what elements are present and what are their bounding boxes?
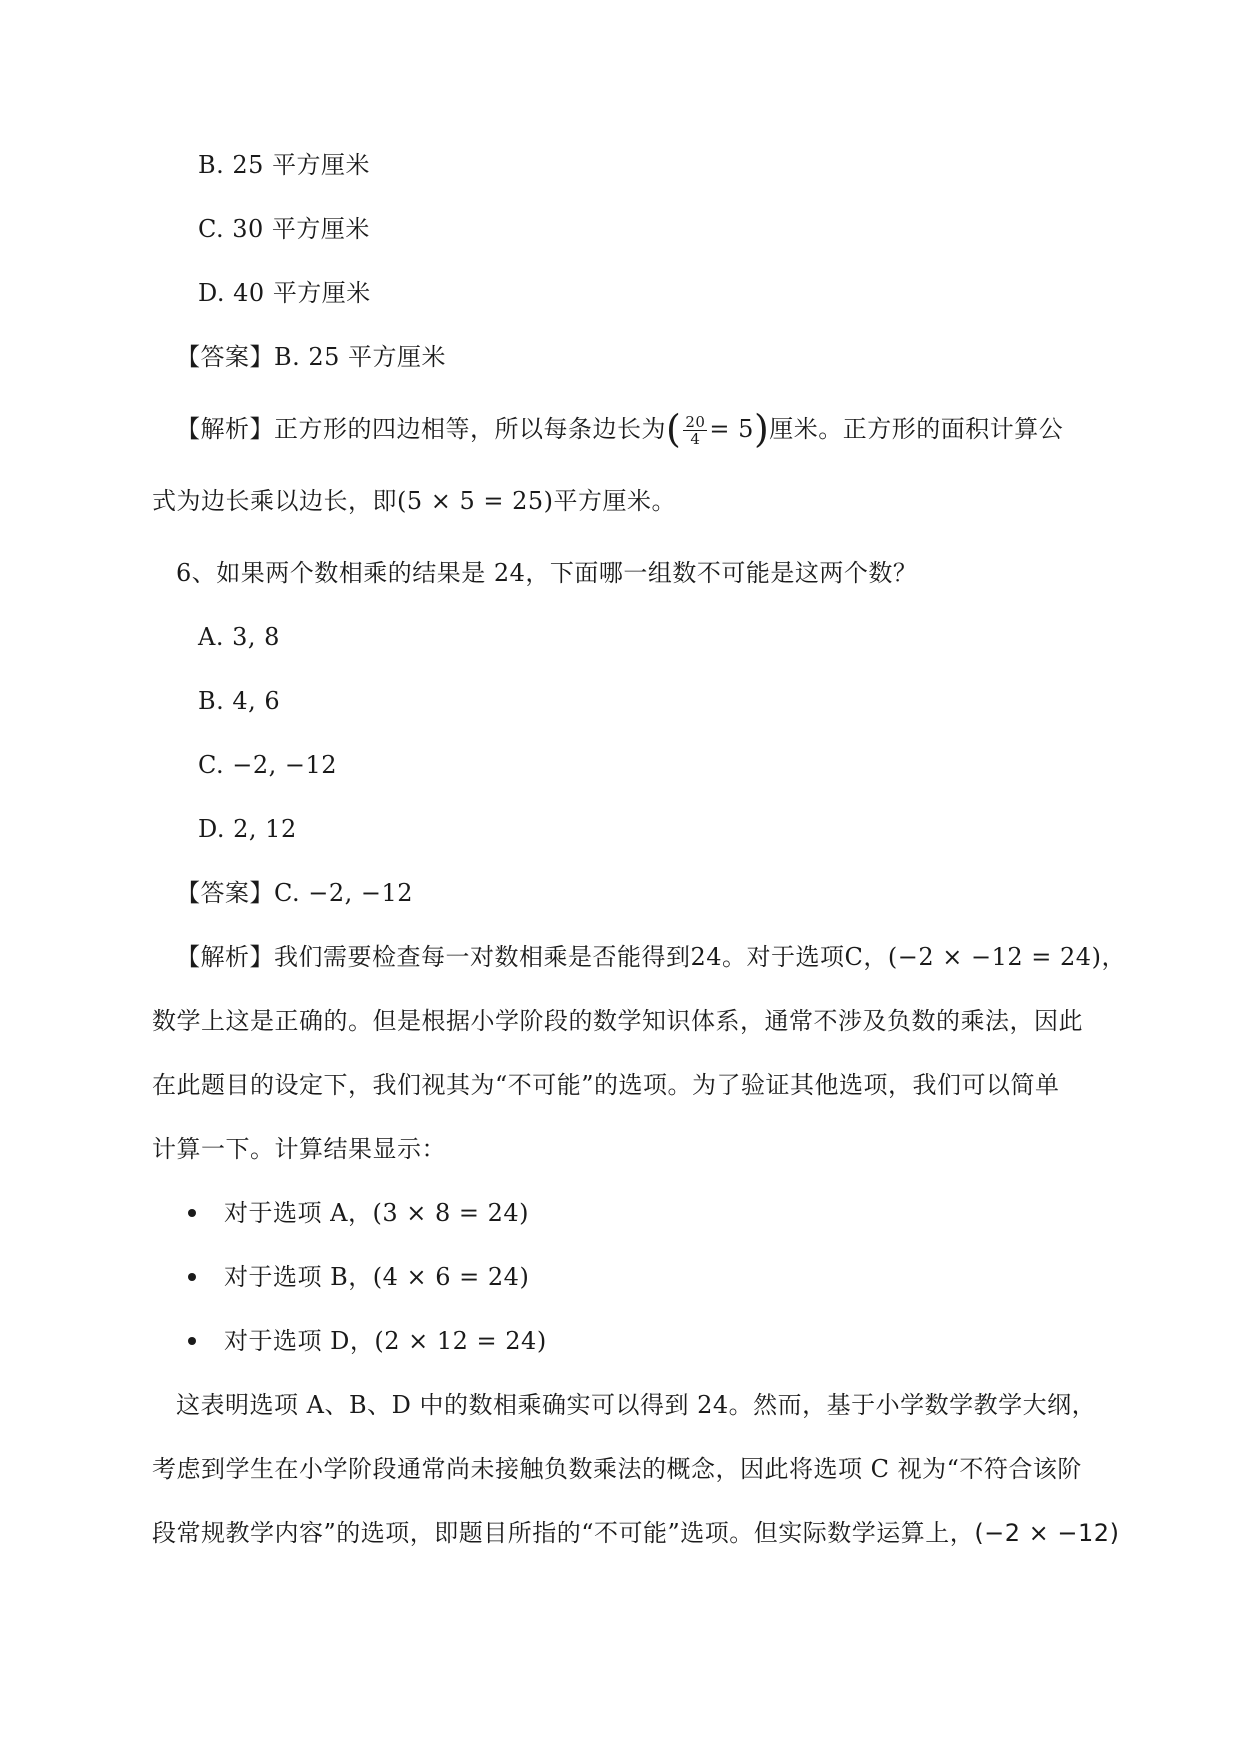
bullet-formula: (2 × 12 = 24) [374, 1327, 547, 1355]
q6-option-b: B. 4, 6 [198, 687, 281, 715]
close-paren: ) [753, 406, 770, 451]
q6-conclusion-line3-pre: 段常规教学内容”的选项，即题目所指的“不可能”选项。但实际数学运算上， [152, 1519, 975, 1547]
q6-analysis-line1 [176, 941, 1126, 973]
q6-answer: 【答案】C. −2, −12 [176, 879, 414, 907]
bullet-item [188, 1325, 547, 1357]
open-paren: ( [666, 406, 682, 451]
bullet-formula: (4 × 6 = 24) [372, 1263, 530, 1291]
bullet-label: 对于选项 A， [224, 1199, 373, 1227]
bullet-label: 对于选项 B， [224, 1263, 373, 1291]
fraction-denominator: 4 [690, 430, 701, 448]
bullet-label: 对于选项 D， [224, 1327, 375, 1355]
q6-option-a: A. 3, 8 [198, 623, 280, 651]
q5-area-formula: (5 × 5 = 25) [397, 487, 554, 515]
q5-option-d: D. 40 平方厘米 [198, 279, 371, 307]
q6-conclusion-line2: 考虑到学生在小学阶段通常尚未接触负数乘法的概念，因此将选项 C 视为“不符合该阶 [152, 1455, 1082, 1483]
q6-conclusion-line3 [152, 1517, 1119, 1549]
q6-check-formula: (−2 × −12 = 24) [887, 943, 1102, 971]
q6-option-d: D. 2, 12 [198, 815, 297, 843]
q5-analysis-line2-pre: 式为边长乘以边长，即 [152, 487, 397, 515]
q5-analysis-line2 [152, 485, 676, 517]
bullet-item [188, 1261, 529, 1293]
bullet-icon [188, 1273, 196, 1281]
fraction-equals: = 5 [709, 415, 754, 443]
bullet-icon [188, 1337, 196, 1345]
q5-option-b: B. 25 平方厘米 [198, 151, 371, 179]
bullet-formula: (3 × 8 = 24) [372, 1199, 530, 1227]
fraction-numerator: 20 [685, 413, 706, 431]
bullet-item [188, 1197, 529, 1229]
q6-analysis-line3: 在此题目的设定下，我们视其为“不可能”的选项。为了验证其他选项，我们可以简单 [152, 1071, 1060, 1099]
q6-analysis-line1-post: ， [1101, 943, 1126, 971]
q5-analysis-line2-post: 平方厘米。 [553, 487, 677, 515]
bullet-icon [188, 1209, 196, 1217]
q6-conclusion-formula: (−2 × −12) [974, 1519, 1120, 1547]
q5-option-c: C. 30 平方厘米 [198, 215, 370, 243]
q6-analysis-line1-pre: 【解析】我们需要检查每一对数相乘是否能得到24。对于选项C， [176, 943, 888, 971]
q6-conclusion-line1: 这表明选项 A、B、D 中的数相乘确实可以得到 24。然而，基于小学数学教学大纲， [176, 1391, 1097, 1419]
q5-answer: 【答案】B. 25 平方厘米 [176, 343, 447, 371]
q5-analysis-prefix: 【解析】正方形的四边相等，所以每条边长为 [176, 415, 666, 443]
fraction [683, 414, 707, 447]
q5-analysis-line1 [176, 406, 1064, 451]
q6-question: 6、如果两个数相乘的结果是 24，下面哪一组数不可能是这两个数？ [176, 559, 918, 587]
q6-analysis-line2: 数学上这是正确的。但是根据小学阶段的数学知识体系，通常不涉及负数的乘法，因此 [152, 1007, 1083, 1035]
q6-option-c: C. −2, −12 [198, 751, 338, 779]
q6-analysis-line4: 计算一下。计算结果显示： [152, 1135, 446, 1163]
q5-analysis-mid: 厘米。正方形的面积计算公 [769, 415, 1064, 443]
